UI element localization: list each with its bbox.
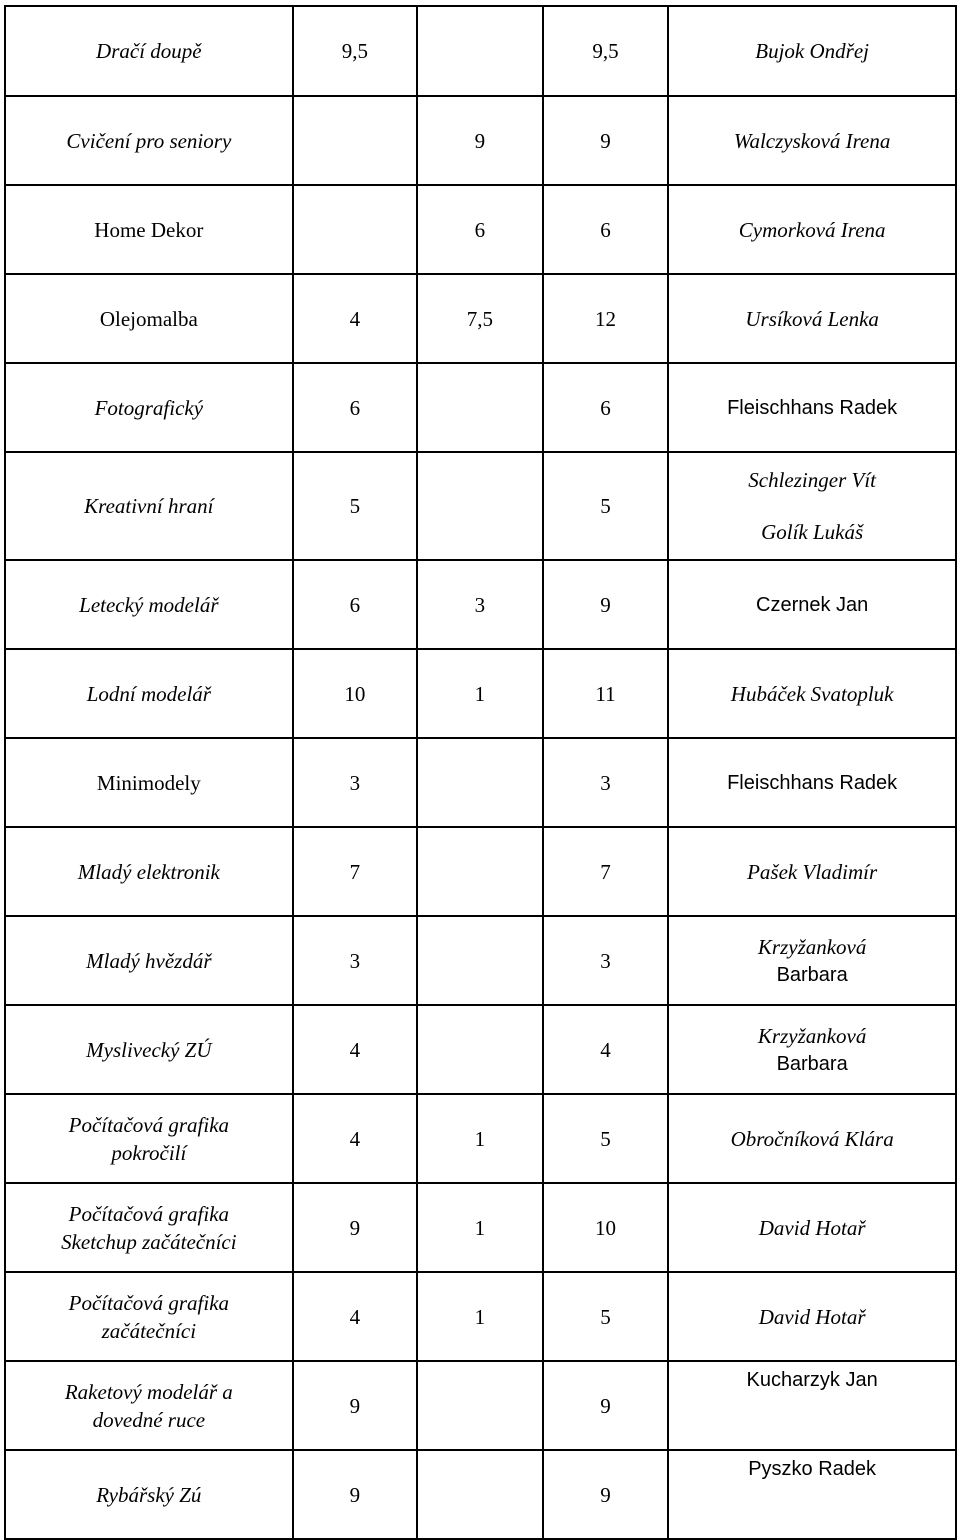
table-row [5, 1361, 956, 1450]
leader-name-line: Fleischhans Radek [727, 396, 898, 419]
table-row [5, 827, 956, 916]
leader-name-line: David Hotař [758, 1215, 866, 1240]
count-cell-c1: 6 [293, 560, 417, 649]
count-cell-c2 [417, 1450, 543, 1539]
table-row [5, 6, 956, 96]
course-name-cell [5, 1450, 293, 1539]
course-name-line: Fotografický [94, 395, 204, 420]
course-name-line: Dračí doupě [96, 39, 202, 63]
leader-name-line: Barbara [776, 1052, 848, 1075]
table-row [5, 96, 956, 185]
course-name-cell [5, 738, 293, 827]
course-name-cell [5, 1005, 293, 1094]
table-row [5, 738, 956, 827]
leader-name-line: Hubáček Svatopluk [730, 681, 894, 706]
course-name-line: dovedné ruce [92, 1407, 206, 1432]
count-cell-c1: 3 [293, 738, 417, 827]
table-row [5, 1272, 956, 1361]
leader-cell [668, 363, 956, 452]
count-cell-c3: 5 [543, 1272, 669, 1361]
leader-cell [668, 1272, 956, 1361]
course-name-cell [5, 1272, 293, 1361]
leader-cell [668, 452, 956, 560]
count-cell-c1: 4 [293, 1005, 417, 1094]
count-cell-c2 [417, 827, 543, 916]
count-cell-c2: 1 [417, 1272, 543, 1361]
count-cell-c1: 10 [293, 649, 417, 738]
table-row [5, 1183, 956, 1272]
count-cell-c3: 9,5 [543, 6, 669, 96]
leader-cell [668, 916, 956, 1005]
course-name-line: Mladý hvězdář [86, 948, 212, 973]
count-cell-c2: 3 [417, 560, 543, 649]
leader-cell [668, 1094, 956, 1183]
course-name-line: Počítačová grafika [68, 1290, 230, 1315]
count-cell-c2 [417, 1361, 543, 1450]
count-cell-c3: 7 [543, 827, 669, 916]
count-cell-c1: 4 [293, 1272, 417, 1361]
leader-name-line: Pyszko Radek [748, 1458, 877, 1480]
leader-name-line: Walczysková Irena [733, 128, 891, 153]
courses-table [4, 5, 957, 1540]
leader-name-line: Kucharzyk Jan [746, 1369, 878, 1391]
course-name-line: Minimodely [96, 770, 201, 795]
leader-name-line: Pašek Vladimír [747, 859, 878, 884]
course-name-cell [5, 649, 293, 738]
course-name-line: Počítačová grafika [68, 1112, 230, 1137]
course-name-line: Lodní modelář [86, 681, 211, 706]
table-row [5, 452, 956, 560]
course-name-line: Myslivecký ZÚ [86, 1037, 212, 1062]
count-cell-c2 [417, 1005, 543, 1094]
leader-name-line: Ursíková Lenka [745, 306, 879, 331]
course-name-line: Počítačová grafika [68, 1201, 230, 1226]
table-row [5, 274, 956, 363]
table-row [5, 363, 956, 452]
count-cell-c1: 6 [293, 363, 417, 452]
count-cell-c2 [417, 452, 543, 560]
course-name-line: Olejomalba [99, 306, 198, 331]
leader-cell [668, 1450, 956, 1539]
course-name-cell [5, 827, 293, 916]
leader-name-line: Barbara [776, 963, 848, 986]
course-name-line: Sketchup začátečníci [61, 1229, 237, 1254]
course-name-cell [5, 185, 293, 274]
table-row [5, 649, 956, 738]
count-cell-c3: 6 [543, 185, 669, 274]
leader-cell [668, 1183, 956, 1272]
count-cell-c3: 9 [543, 1361, 669, 1450]
table-row [5, 185, 956, 274]
leader-cell [668, 1361, 956, 1450]
course-name-line: Raketový modelář a [64, 1379, 233, 1404]
course-name-cell [5, 560, 293, 649]
leader-cell [668, 6, 956, 96]
course-name-line: Mladý elektronik [77, 859, 220, 884]
course-name-cell [5, 1094, 293, 1183]
count-cell-c3: 9 [543, 96, 669, 185]
course-name-line: Rybářský Zú [96, 1482, 202, 1507]
table-row [5, 560, 956, 649]
leader-name-line: Bujok Ondřej [755, 39, 869, 63]
count-cell-c3: 9 [543, 1450, 669, 1539]
course-name-cell [5, 274, 293, 363]
course-name-cell [5, 1183, 293, 1272]
course-name-cell [5, 363, 293, 452]
count-cell-c3: 5 [543, 1094, 669, 1183]
course-name-line: pokročilí [111, 1140, 187, 1165]
leader-cell [668, 185, 956, 274]
leader-cell [668, 738, 956, 827]
count-cell-c2 [417, 6, 543, 96]
count-cell-c1 [293, 185, 417, 274]
count-cell-c2: 7,5 [417, 274, 543, 363]
leader-name-line: Golík Lukáš [761, 520, 864, 544]
count-cell-c1: 4 [293, 1094, 417, 1183]
count-cell-c2 [417, 916, 543, 1005]
leader-cell [668, 827, 956, 916]
course-name-cell [5, 6, 293, 96]
count-cell-c2: 1 [417, 1183, 543, 1272]
course-name-cell [5, 452, 293, 560]
table-row [5, 916, 956, 1005]
leader-cell [668, 649, 956, 738]
course-name-line: Kreativní hraní [84, 494, 214, 518]
course-name-line: Cvičení pro seniory [66, 128, 232, 153]
course-name-line: začátečníci [101, 1318, 197, 1343]
count-cell-c1: 5 [293, 452, 417, 560]
table-row [5, 1005, 956, 1094]
count-cell-c2: 6 [417, 185, 543, 274]
count-cell-c1: 3 [293, 916, 417, 1005]
leader-name-line: Schlezinger Vít [748, 468, 876, 492]
leader-cell [668, 560, 956, 649]
count-cell-c3: 5 [543, 452, 669, 560]
leader-name-line: Obročníková Klára [730, 1126, 894, 1151]
course-name-line: Letecký modelář [79, 592, 219, 617]
count-cell-c1: 7 [293, 827, 417, 916]
count-cell-c3: 6 [543, 363, 669, 452]
leader-name-line: Czernek Jan [756, 593, 869, 616]
leader-name-line: Krzyžanková [757, 1023, 867, 1048]
count-cell-c1 [293, 96, 417, 185]
count-cell-c3: 10 [543, 1183, 669, 1272]
count-cell-c3: 12 [543, 274, 669, 363]
count-cell-c3: 4 [543, 1005, 669, 1094]
leader-cell [668, 1005, 956, 1094]
count-cell-c2: 1 [417, 649, 543, 738]
count-cell-c2: 9 [417, 96, 543, 185]
count-cell-c3: 11 [543, 649, 669, 738]
leader-cell [668, 274, 956, 363]
count-cell-c3: 3 [543, 738, 669, 827]
course-name-cell [5, 916, 293, 1005]
count-cell-c2 [417, 738, 543, 827]
course-name-cell [5, 1361, 293, 1450]
leader-name-line: Fleischhans Radek [727, 771, 898, 794]
count-cell-c1: 9 [293, 1450, 417, 1539]
table-row [5, 1450, 956, 1539]
course-name-line: Home Dekor [94, 217, 204, 242]
count-cell-c2 [417, 363, 543, 452]
table-row [5, 1094, 956, 1183]
course-name-cell [5, 96, 293, 185]
leader-name-line: Krzyžanková [757, 934, 867, 959]
count-cell-c1: 4 [293, 274, 417, 363]
count-cell-c2: 1 [417, 1094, 543, 1183]
leader-name-line: Cymorková Irena [738, 217, 886, 242]
count-cell-c1: 9 [293, 1183, 417, 1272]
count-cell-c3: 3 [543, 916, 669, 1005]
count-cell-c1: 9 [293, 1361, 417, 1450]
count-cell-c1: 9,5 [293, 6, 417, 96]
leader-cell [668, 96, 956, 185]
count-cell-c3: 9 [543, 560, 669, 649]
leader-name-line: David Hotař [758, 1304, 866, 1329]
